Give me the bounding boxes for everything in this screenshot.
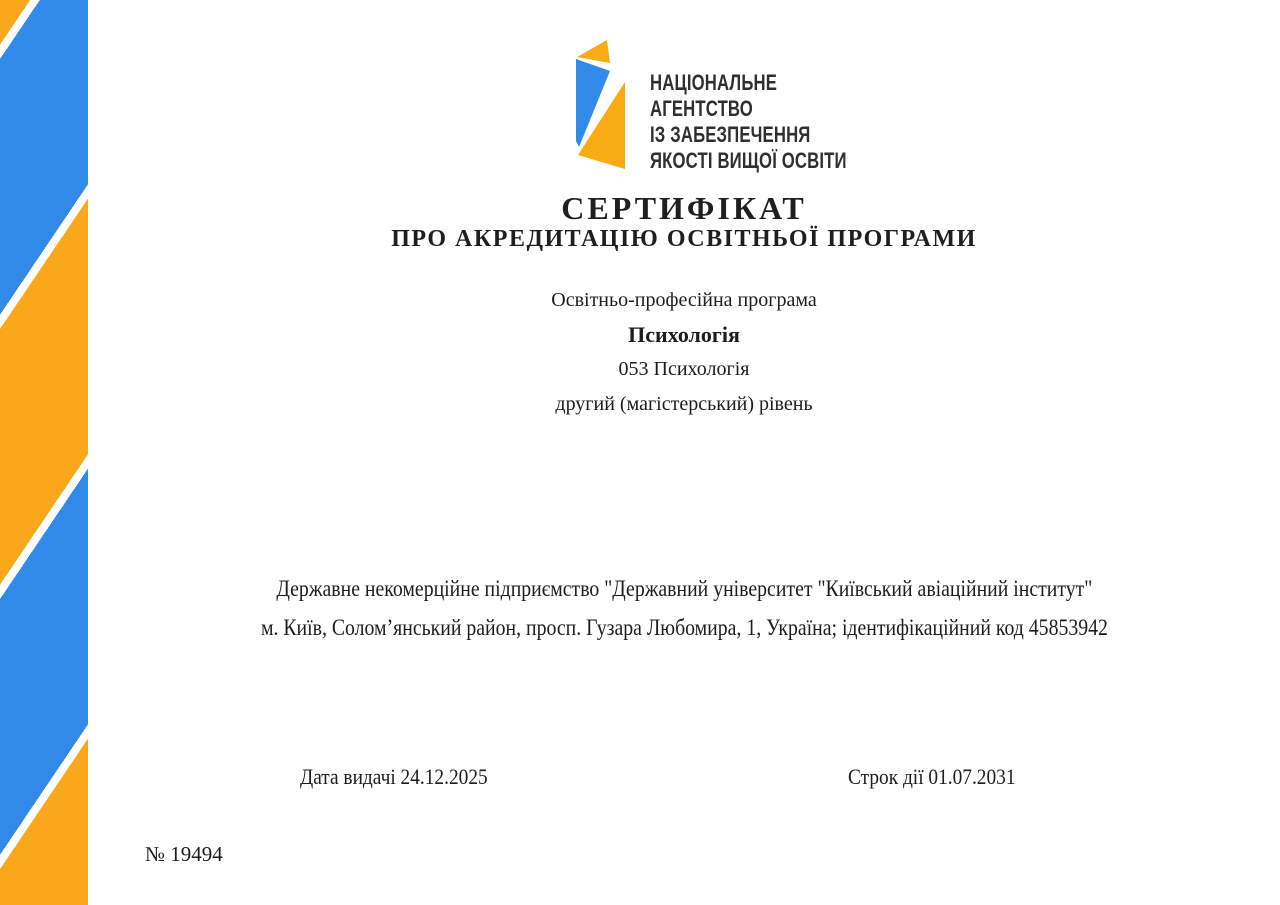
program-type-label: Освітньо-професійна програма bbox=[551, 289, 817, 311]
logo-text-line: АГЕНТСТВО bbox=[650, 96, 753, 121]
institution-address-text: м. Київ, Солом’янський район, просп. Гузара Любомира, 1, Україна; ідентифікаційний код 45853942 bbox=[260, 615, 1108, 640]
institution-name-line bbox=[88, 576, 1280, 602]
naqa-logo-text bbox=[650, 70, 847, 174]
logo-text-line: НАЦІОНАЛЬНЕ bbox=[650, 70, 778, 95]
certificate-content bbox=[88, 0, 1280, 905]
specialty-code-name: 053 Психологія bbox=[618, 358, 750, 380]
certificate-number-label: № bbox=[145, 842, 166, 866]
validity-date-label: Строк дії bbox=[847, 764, 924, 789]
program-name: Психологія bbox=[628, 322, 740, 347]
validity-date-value: 01.07.2031 bbox=[928, 764, 1016, 789]
naqa-logo bbox=[560, 37, 909, 174]
naqa-logo-mark-icon bbox=[560, 37, 626, 170]
logo-text-line: ЯКОСТІ ВИЩОЇ ОСВІТИ bbox=[650, 148, 847, 173]
institution-address-line bbox=[88, 615, 1280, 641]
issue-date bbox=[300, 764, 513, 790]
issue-date-value: 24.12.2025 bbox=[400, 764, 488, 789]
validity-date bbox=[848, 764, 1038, 790]
logo-text-line: ІЗ ЗАБЕЗПЕЧЕННЯ bbox=[650, 122, 811, 147]
certificate-number-value: 19494 bbox=[170, 842, 223, 866]
certificate-number bbox=[145, 842, 223, 867]
left-diagonal-stripe-band bbox=[0, 0, 88, 905]
institution-name-text: Державне некомерційне підприємство "Державний університет "Київський авіаційний інститут" bbox=[276, 576, 1092, 601]
issue-date-label: Дата видачі bbox=[300, 764, 396, 789]
certificate-title: СЕРТИФІКАТ bbox=[561, 190, 807, 226]
degree-level: другий (магістерський) рівень bbox=[555, 393, 813, 415]
dates-row bbox=[88, 764, 1280, 790]
certificate-subtitle: ПРО АКРЕДИТАЦІЮ ОСВІТНЬОЇ ПРОГРАМИ bbox=[391, 226, 977, 252]
